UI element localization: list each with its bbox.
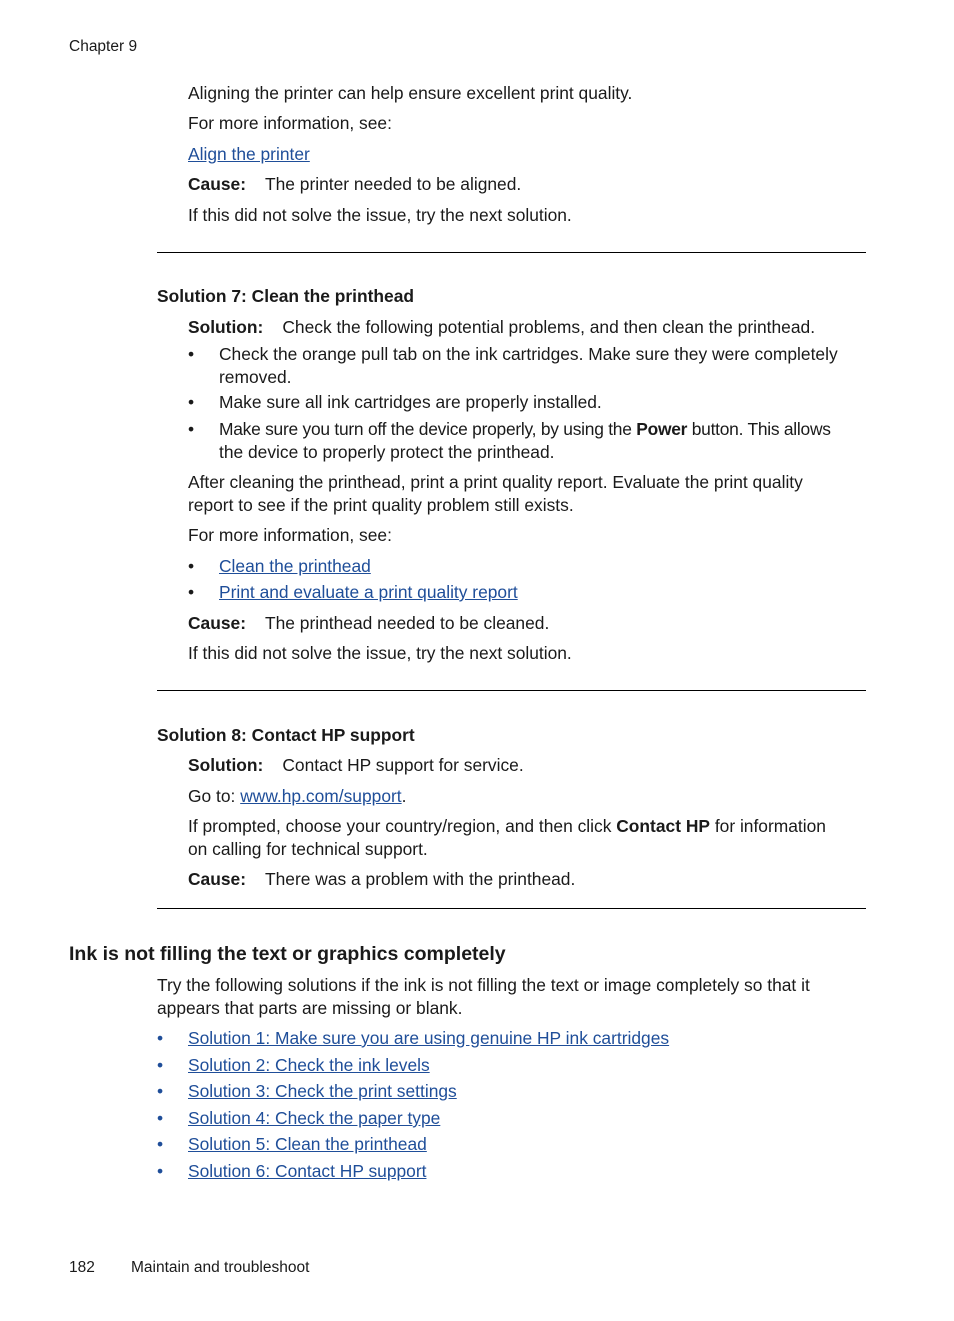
ink-solution-4-link[interactable]: Solution 4: Check the paper type [188,1108,441,1128]
bullet-dot: • [157,1134,164,1154]
solution-text: Contact HP support for service. [282,755,524,775]
bullet-dot: • [188,392,195,412]
bullet-dot: • [188,419,195,439]
bullet-dot: • [157,1108,164,1128]
cause-label: Cause: [188,869,246,889]
cause-text: The printer needed to be aligned. [265,174,522,194]
s7-solution [188,316,815,339]
hp-support-link[interactable]: www.hp.com/support [240,786,402,806]
ink-section-heading: Ink is not filling the text or graphics completely [69,943,506,965]
ink-solution-6-link[interactable]: Solution 6: Contact HP support [188,1161,427,1181]
bullet-text: Make sure you turn off the device properly, by using the Power button. This allows the device to properly protect the printhead. [219,419,831,462]
bullet-dot: • [188,582,195,602]
print-quality-report-link[interactable]: Print and evaluate a print quality report [219,582,518,602]
ink-solution-1-link[interactable]: Solution 1: Make sure you are using genuine HP ink cartridges [188,1028,670,1048]
s6-next: If this did not solve the issue, try the next solution. [188,205,572,225]
bullet-dot: • [157,1161,164,1181]
s6-paragraph-2: For more information, see: [188,113,392,133]
bullet-dot: • [188,556,195,576]
divider [157,252,866,253]
cause-label: Cause: [188,613,246,633]
s8-title: Solution 8: Contact HP support [157,725,415,745]
bullet-dot: • [157,1055,164,1075]
divider [157,908,866,909]
cause-label: Cause: [188,174,246,194]
bullet-text: Make sure all ink cartridges are properly installed. [219,392,602,412]
s8-cause [188,868,575,891]
clean-printhead-link[interactable]: Clean the printhead [219,556,371,576]
cause-text: The printhead needed to be cleaned. [265,613,550,633]
cause-text: There was a problem with the printhead. [265,869,576,889]
bullet-dot: • [157,1028,164,1048]
align-printer-link[interactable]: Align the printer [188,144,310,164]
s8-solution [188,754,524,777]
ink-intro: Try the following solutions if the ink is not filling the text or image completely so that it appears that parts are missing or blank. [157,975,810,1018]
s7-title: Solution 7: Clean the printhead [157,286,415,306]
ink-solution-3-link[interactable]: Solution 3: Check the print settings [188,1081,457,1101]
page-number: 182 [69,1259,95,1276]
solution-text: Check the following potential problems, and then clean the printhead. [282,317,816,337]
ink-solution-2-link[interactable]: Solution 2: Check the ink levels [188,1055,430,1075]
footer-section: Maintain and troubleshoot [131,1259,310,1276]
solution-label: Solution: [188,755,264,775]
s6-paragraph-1: Aligning the printer can help ensure excellent print quality. [188,83,633,103]
chapter-header: Chapter 9 [69,38,138,55]
s8-prompt: If prompted, choose your country/region, and then click Contact HP for information on calling for technical support. [188,816,826,859]
solution-label: Solution: [188,317,264,337]
s7-after-paragraph: After cleaning the printhead, print a print quality report. Evaluate the print quality report to see if the print quality problem still exists. [188,472,803,515]
bullet-dot: • [157,1081,164,1101]
divider [157,690,866,691]
s7-cause [188,612,549,635]
s6-cause [188,173,521,196]
bullet-text: Check the orange pull tab on the ink cartridges. Make sure they were completely removed. [219,344,838,387]
s8-goto: Go to: www.hp.com/support. [188,786,407,806]
s7-next: If this did not solve the issue, try the next solution. [188,643,572,663]
ink-solution-5-link[interactable]: Solution 5: Clean the printhead [188,1134,427,1154]
s7-more: For more information, see: [188,525,392,545]
bullet-dot: • [188,344,195,364]
